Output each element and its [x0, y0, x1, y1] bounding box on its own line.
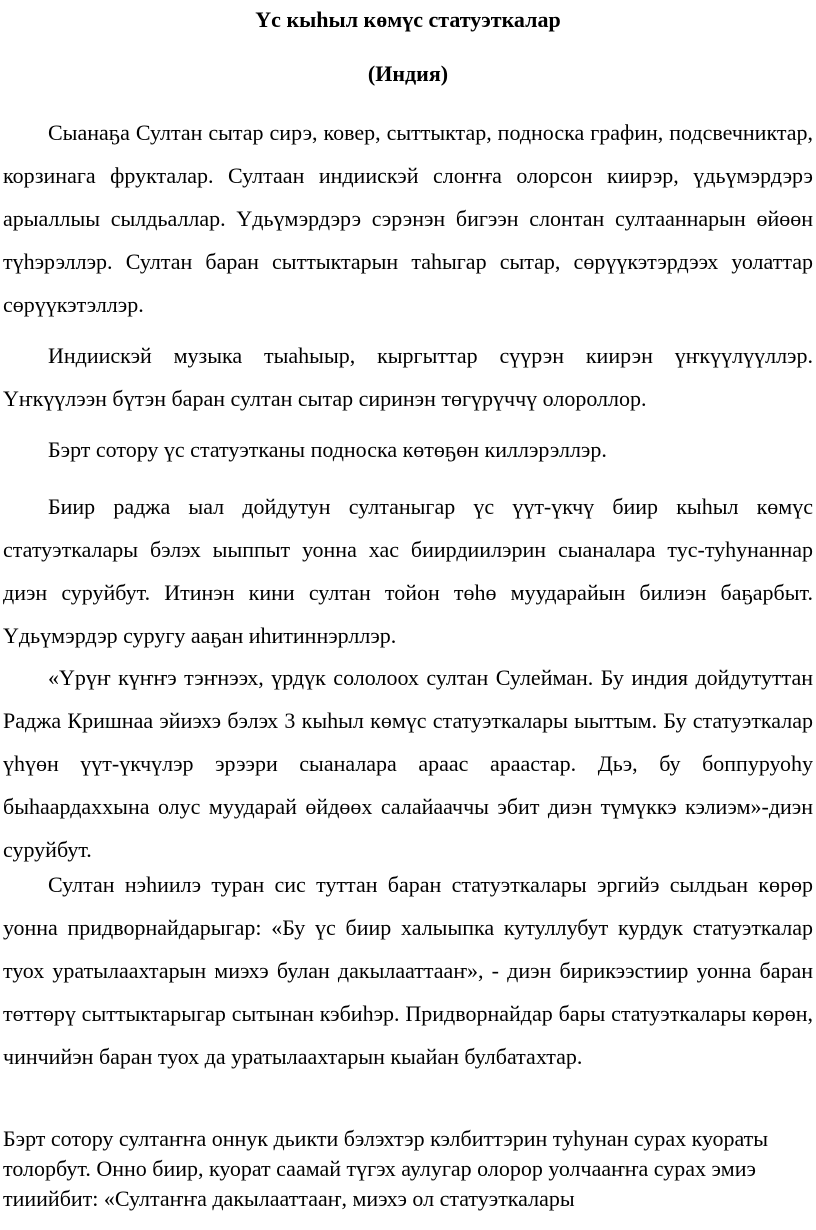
paragraph-4: Биир раджа ыал дойдутун султаныгар үс үүт-үкчү биир кыһыл көмүс статуэткалары бэлэх ыыппыт уонна хас биирдиилэрин сыаналара тус-туһунаннар диэн суруйбут. Итинэн кини султан тойон төһө муударайын билиэн баҕарбыт. Үдьүмэрдэр суругу ааҕан иһитиннэрллэр.	[3, 494, 813, 648]
paragraph-7: Бэрт сотору султаҥҥа оннук дьикти бэлэхтэр кэлбиттэрин туһунан сурах куораты толорбут. Онно биир, куорат саамай түгэх аулугар олорор уолчааҥҥа сурах эмиэ тииийбит: «Султаҥҥа дакылааттааҥ, миэхэ ол статуэткалары	[3, 1126, 769, 1211]
document-title: Үс кыһыл көмүс статуэткалар	[255, 7, 561, 32]
paragraph-1: Сыанаҕа Султан сытар сирэ, ковер, сыттыктар, подноска графин, подсвечниктар, корзинага фрукталар. Султаан индиискэй слоҥҥа олорсон киирэр, үдьүмэрдэрэ арыаллыы сылдьаллар. Үдьүмэрдэрэ сэрэнэн бигээн слонтан султааннарын өйөөн түһэрэллэр. Султан баран сыттыктарын таһыгар сытар, сөрүүкэтэрдээх уолаттар сөрүүкэтэллэр.	[3, 120, 813, 317]
paragraph-3: Бэрт сотору үс статуэтканы подноска көтөҕөн киллэрэллэр.	[48, 437, 607, 462]
paragraph-5: «Үрүҥ күҥҥэ тэҥнээх, үрдүк сололоох султан Сулейман. Бу индия дойдутуттан Раджа Кришнаа эйиэхэ бэлэх 3 кыһыл көмүс статуэткалары ыыттым. Бу статуэткалар үһүөн үүт-үкчүлэр эрээри сыаналара араас араастар. Дьэ, бу боппуруоһу быһаардаххына олус муударай өйдөөх салайааччы эбит диэн түмүккэ кэлиэм»-диэн суруйбут.	[3, 665, 813, 862]
paragraph-2: Индиискэй музыка тыаһыыр, кыргыттар сүүрэн киирэн үҥкүүлүүллэр. Үҥкүүлээн бүтэн баран султан сытар сиринэн төгүрүччү олороллор.	[3, 343, 813, 411]
document-subtitle: (Индия)	[367, 61, 449, 86]
paragraph-6: Султан нэһиилэ туран сис туттан баран статуэткалары эргийэ сылдьан көрөр уонна придворнайдарыгар: «Бу үс биир халыыпка кутуллубут курдук статуэткалар туох уратылаахтарын миэхэ булан дакылааттааҥ», - диэн бирикээстиир уонна баран төттөрү сыттыктарыгар сытынан кэбиһэр. Придворнайдар бары статуэткалары көрөн, чинчийэн баран туох да уратылаахтарын кыайан булбатахтар.	[3, 872, 813, 1069]
